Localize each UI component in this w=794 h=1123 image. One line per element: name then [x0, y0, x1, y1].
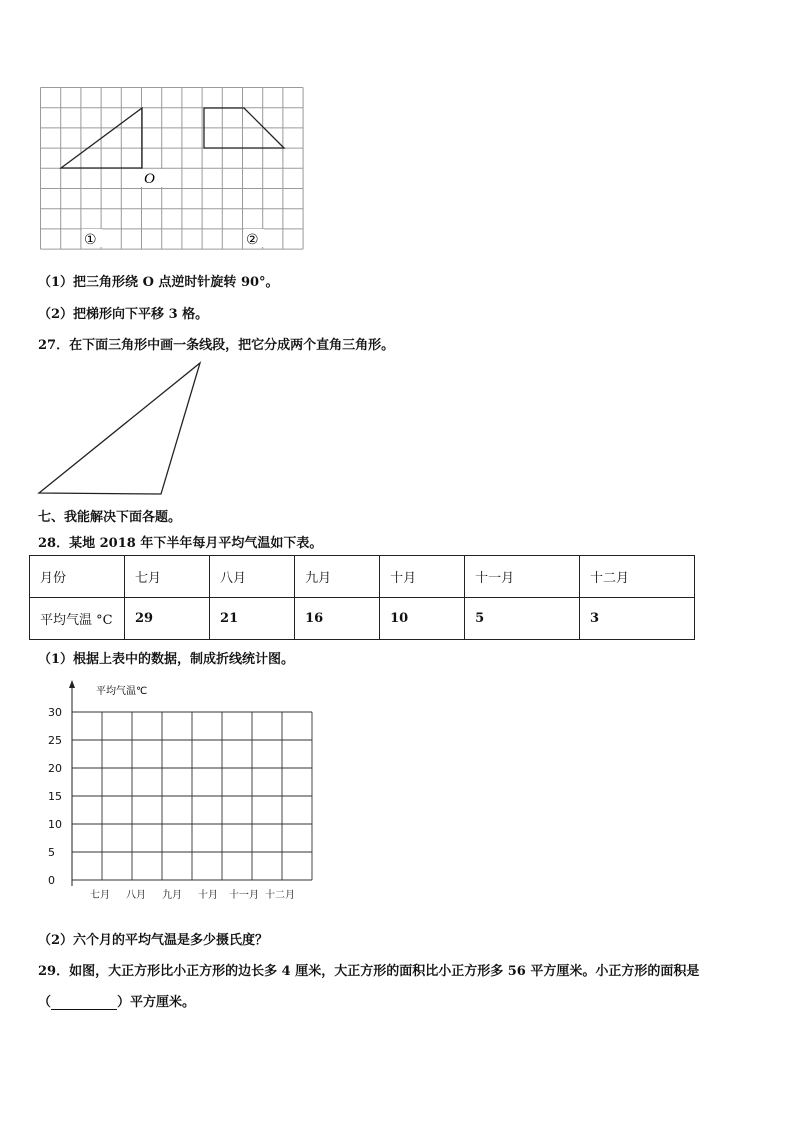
section7-title: 七、我能解决下面各题。: [38, 510, 182, 525]
y-tick-label: 10: [48, 818, 62, 831]
shape2-label: ②: [246, 232, 259, 248]
paren-close: ）平方厘米。: [117, 995, 196, 1010]
y-axis-label: 平均气温℃: [96, 686, 148, 697]
q27-question: 27．在下面三角形中画一条线段，把它分成两个直角三角形。: [38, 338, 395, 353]
q29-line2: [38, 991, 195, 1010]
table-value-row: [30, 598, 695, 640]
point-o-label: O: [144, 171, 155, 187]
table-cell: 10: [380, 598, 465, 640]
q28-question: 28．某地 2018 年下半年每月平均气温如下表。: [38, 536, 323, 551]
y-tick-label: 5: [48, 846, 55, 859]
q26-sub1: （1）把三角形绕 O 点逆时针旋转 90°。: [38, 275, 279, 290]
table-cell: 3: [580, 598, 695, 640]
y-tick-label: 0: [48, 874, 55, 887]
table-cell: 5: [465, 598, 580, 640]
y-tick-label: 25: [48, 734, 62, 747]
table-cell: 十二月: [580, 556, 695, 598]
x-tick-label: 七月: [90, 890, 110, 901]
x-tick-label: 八月: [126, 890, 146, 901]
table-cell: 九月: [295, 556, 380, 598]
y-tick-label: 15: [48, 790, 62, 803]
table-cell: 八月: [210, 556, 295, 598]
table-cell: 21: [210, 598, 295, 640]
table-cell: 七月: [125, 556, 210, 598]
table-cell: 十一月: [465, 556, 580, 598]
chart-grid-lines: [72, 712, 312, 880]
table-cell: 平均气温 °C: [30, 598, 125, 640]
x-tick-label: 十二月: [265, 890, 295, 901]
q29-line1: 29．如图，大正方形比小正方形的边长多 4 厘米，大正方形的面积比小正方形多 56 平方厘米。小正方形的面积是: [38, 964, 700, 979]
table-cell: 29: [125, 598, 210, 640]
shape1-label: ①: [84, 232, 97, 248]
x-tick-label: 十月: [198, 890, 218, 901]
table-cell: 16: [295, 598, 380, 640]
q28-sub2: （2）六个月的平均气温是多少摄氏度？: [38, 933, 269, 948]
table-cell: 十月: [380, 556, 465, 598]
q28-sub1: （1）根据上表中的数据，制成折线统计图。: [38, 652, 295, 667]
table-header-row: [30, 556, 695, 598]
answer-blank[interactable]: [51, 996, 117, 1010]
temperature-table: [29, 555, 695, 640]
x-tick-label: 九月: [162, 890, 182, 901]
q26-sub2: （2）把梯形向下平移 3 格。: [38, 307, 209, 322]
grid-figure: [40, 87, 306, 251]
y-axis-arrow: [69, 680, 75, 688]
x-tick-label: 十一月: [229, 890, 259, 901]
q27-triangle: [34, 360, 206, 498]
y-tick-label: 30: [48, 706, 62, 719]
y-tick-label: 20: [48, 762, 62, 775]
line-chart-grid: [40, 676, 330, 906]
paren-open: （: [38, 995, 52, 1010]
table-cell: 月份: [30, 556, 125, 598]
